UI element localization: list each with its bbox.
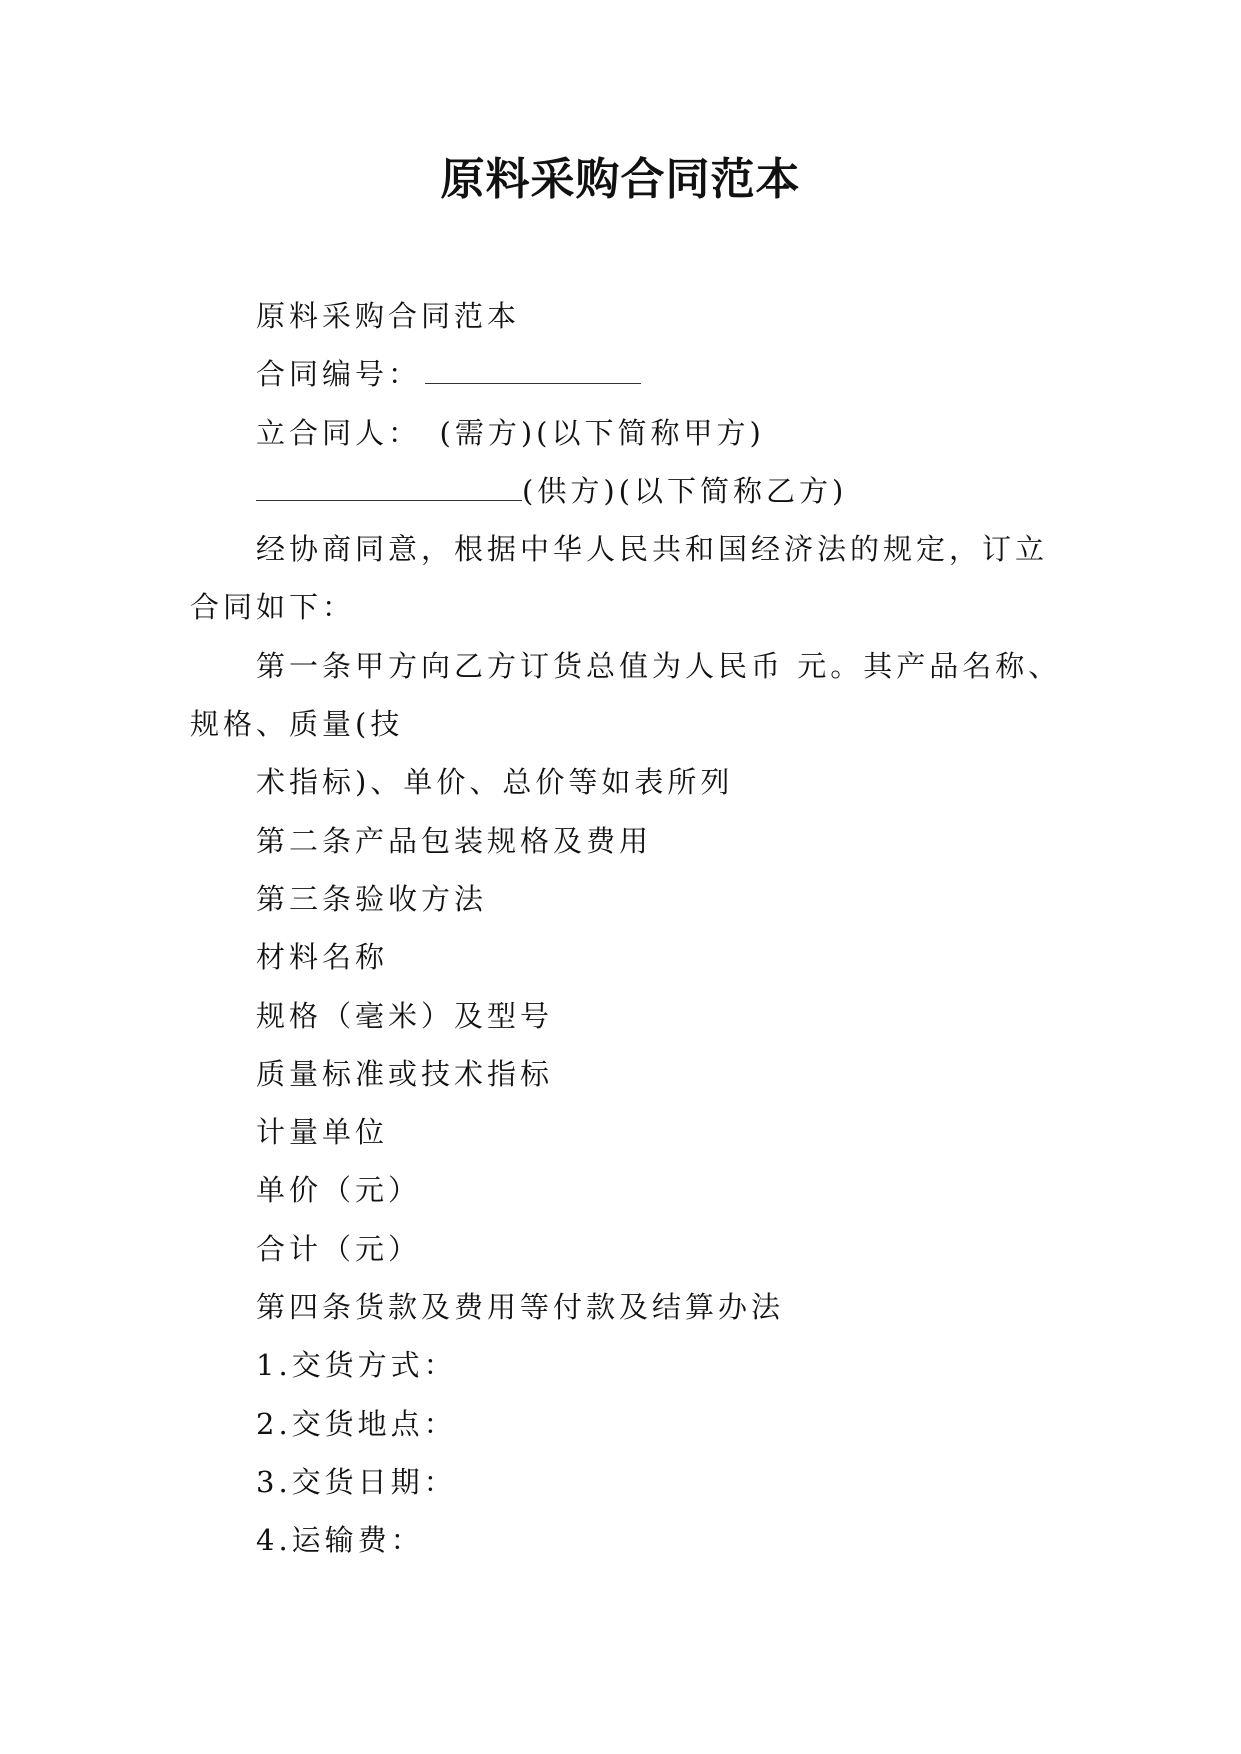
paragraph-unit: 计量单位: [256, 1115, 389, 1150]
paragraph-article-2: 第二条产品包装规格及费用: [256, 823, 653, 858]
paragraph-article-1-cont: 术指标)、单价、总价等如表所列: [256, 765, 734, 800]
paragraph-contract-number: [190, 345, 1080, 403]
paragraph-article-3: 第三条验收方法: [256, 881, 488, 916]
paragraph-heading: 原料采购合同范本: [256, 299, 521, 333]
document-title: 原料采购合同范本: [440, 154, 801, 205]
paragraph-delivery-method: 1.交货方式：: [256, 1348, 457, 1383]
paragraph-total: 合计（元）: [256, 1231, 422, 1266]
paragraph-party-b: [190, 462, 1080, 520]
paragraph-quality-standard: 质量标准或技术指标: [256, 1056, 554, 1091]
paragraph-delivery-place: 2.交货地点：: [256, 1406, 457, 1441]
paragraph-material-name: 材料名称: [256, 940, 389, 975]
paragraph-freight: 4.运输费：: [256, 1523, 424, 1558]
paragraph-delivery-date: 3.交货日期：: [256, 1464, 457, 1499]
party-b-label: (供方)(以下简称乙方): [522, 473, 848, 508]
paragraph-unit-price: 单价（元）: [256, 1173, 422, 1208]
paragraph-agreement: 经协商同意，根据中华人民共和国经济法的规定，订立合同如下：: [190, 532, 1049, 625]
paragraph-article-4: 第四条货款及费用等付款及结算办法: [256, 1290, 785, 1325]
paragraph-party-a: 立合同人： (需方)(以下简称甲方): [256, 415, 765, 450]
contract-number-blank: [425, 359, 641, 384]
party-b-blank: [256, 476, 522, 501]
contract-number-label: 合同编号：: [256, 357, 422, 392]
paragraph-article-1: 第一条甲方向乙方订货总值为人民币 元。其产品名称、规格、质量(技: [190, 648, 1062, 742]
paragraph-spec-model: 规格（毫米）及型号: [256, 998, 554, 1033]
document-body: [190, 287, 1080, 1570]
